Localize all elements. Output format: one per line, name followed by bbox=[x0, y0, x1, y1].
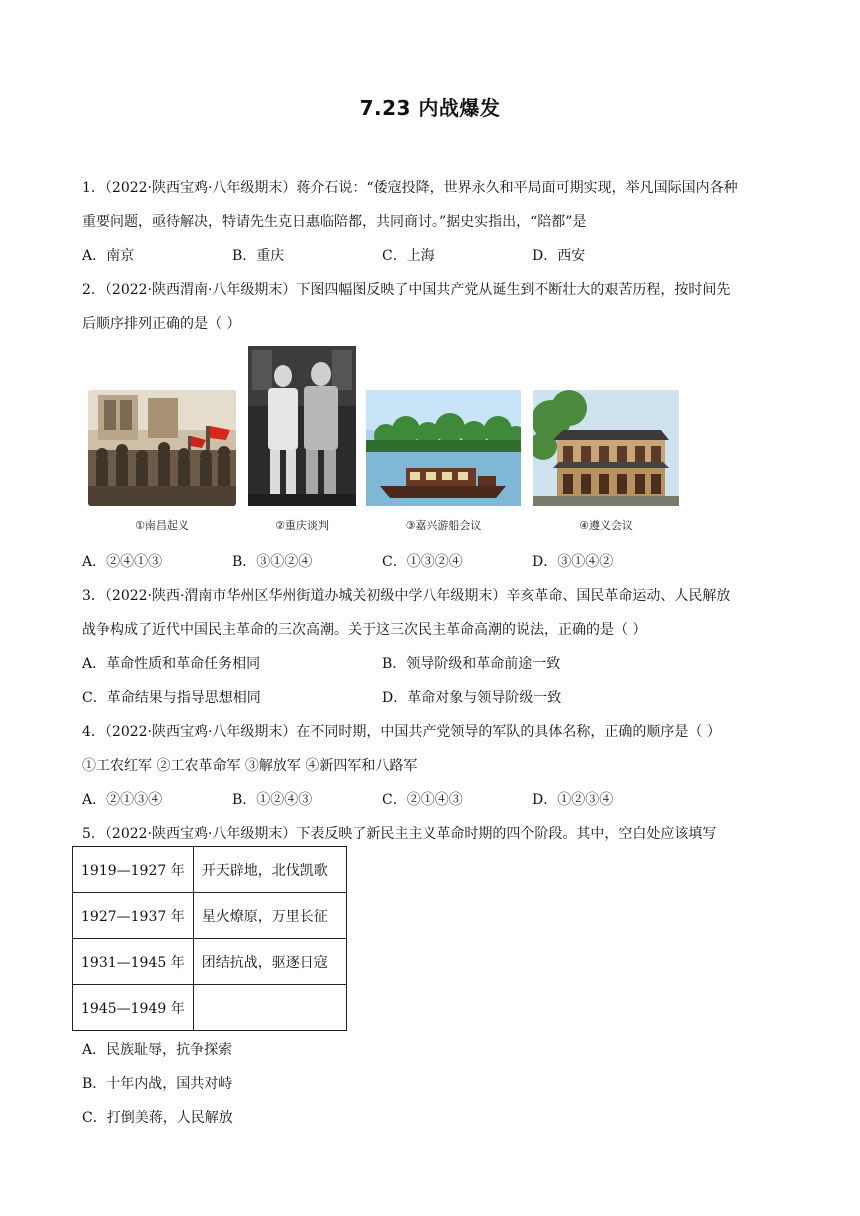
q1-option-d: D．西安 bbox=[532, 248, 586, 264]
q1-stem-line2: 重要问题，亟待解决，特请先生克日惠临陪都，共同商讨。”据史实指出，“陪都”是 bbox=[82, 214, 587, 230]
q2-option-c: C．①③②④ bbox=[382, 554, 463, 570]
q1-stem-line1: 1．（2022·陕西宝鸡·八年级期末）蒋介石说：“倭寇投降，世界永久和平局面可期实现，举凡国际国内各种 bbox=[82, 180, 738, 196]
q2-option-d: D．③①④② bbox=[532, 554, 614, 570]
q4-option-b: B．①②④③ bbox=[232, 792, 313, 808]
caption-nanchang-uprising: ①南昌起义 bbox=[135, 519, 189, 532]
caption-jiaxing-boat: ③嘉兴游船会议 bbox=[405, 519, 482, 532]
table-cell-period: 1931—1945 年 bbox=[73, 939, 194, 985]
q5-option-c: C．打倒美蒋，人民解放 bbox=[82, 1110, 233, 1126]
table-cell-description: 团结抗战，驱逐日寇 bbox=[193, 939, 346, 985]
q3-option-c: C．革命结果与指导思想相同 bbox=[82, 690, 261, 706]
q5-option-b: B．十年内战，国共对峙 bbox=[82, 1076, 233, 1092]
q3-option-a: A．革命性质和革命任务相同 bbox=[82, 656, 261, 672]
q3-option-d: D．革命对象与领导阶级一致 bbox=[382, 690, 562, 706]
q3-option-b: B．领导阶级和革命前途一致 bbox=[382, 656, 561, 672]
caption-zunyi-conference: ④遵义会议 bbox=[579, 519, 633, 532]
table-cell-description: 开天辟地，北伐凯歌 bbox=[193, 847, 346, 893]
table-cell-period: 1945—1949 年 bbox=[73, 985, 194, 1031]
table-cell-period: 1919—1927 年 bbox=[73, 847, 194, 893]
q4-stem-line2: ①工农红军 ②工农革命军 ③解放军 ④新四军和八路军 bbox=[82, 758, 418, 774]
table-row bbox=[73, 985, 347, 1031]
table-cell-description: 星火燎原，万里长征 bbox=[193, 893, 346, 939]
page-title: 7.23 内战爆发 bbox=[359, 96, 501, 120]
zunyi-conference-image bbox=[533, 390, 679, 506]
table-row bbox=[73, 939, 347, 985]
q4-option-a: A．②①③④ bbox=[82, 792, 163, 808]
q1-option-c: C．上海 bbox=[382, 248, 435, 264]
q5-option-a: A．民族耻辱，抗争探索 bbox=[82, 1042, 233, 1058]
q2-option-a: A．②④①③ bbox=[82, 554, 163, 570]
table-cell-blank bbox=[193, 985, 346, 1031]
caption-chongqing-negotiation: ②重庆谈判 bbox=[275, 519, 329, 532]
q2-stem-line2: 后顺序排列正确的是（ ） bbox=[82, 316, 241, 332]
q2-stem-line1: 2．（2022·陕西渭南·八年级期末）下图四幅图反映了中国共产党从诞生到不断壮大的艰苦历程，按时间先 bbox=[82, 282, 731, 298]
q1-option-a: A．南京 bbox=[82, 248, 135, 264]
q3-stem-line1: 3．（2022·陕西·渭南市华州区华州街道办城关初级中学八年级期末）辛亥革命、国民革命运动、人民解放 bbox=[82, 588, 731, 604]
chongqing-negotiation-image bbox=[248, 346, 356, 506]
table-row bbox=[73, 847, 347, 893]
nanchang-uprising-image bbox=[88, 390, 236, 506]
stages-table bbox=[72, 846, 347, 1031]
q1-option-b: B．重庆 bbox=[232, 248, 285, 264]
q2-option-b: B．③①②④ bbox=[232, 554, 313, 570]
q5-stem-line1: 5．（2022·陕西宝鸡·八年级期末）下表反映了新民主主义革命时期的四个阶段。其中，空白处应该填写 bbox=[82, 826, 717, 842]
q4-stem-line1: 4．（2022·陕西宝鸡·八年级期末）在不同时期，中国共产党领导的军队的具体名称，正确的顺序是（ ） bbox=[82, 724, 721, 740]
jiaxing-boat-image bbox=[366, 390, 521, 506]
table-cell-period: 1927—1937 年 bbox=[73, 893, 194, 939]
q3-stem-line2: 战争构成了近代中国民主革命的三次高潮。关于这三次民主革命高潮的说法，正确的是（ ） bbox=[82, 622, 647, 638]
q4-option-d: D．①②③④ bbox=[532, 792, 614, 808]
q4-option-c: C．②①④③ bbox=[382, 792, 463, 808]
table-row bbox=[73, 893, 347, 939]
